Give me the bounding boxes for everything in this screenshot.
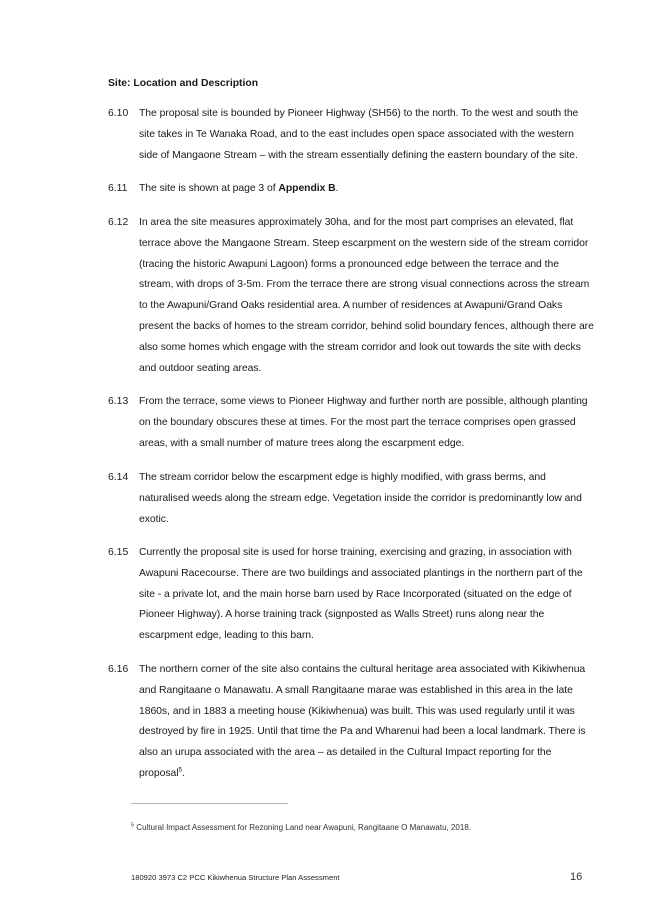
paragraph-text-part: The site is shown at page 3 of [139, 183, 279, 194]
section-heading: Site: Location and Description [108, 78, 259, 89]
footer-document-reference: 180920 3973 C2 PCC Kikiwhenua Structure Plan Assessment [131, 873, 340, 882]
paragraph-text-part: . [335, 183, 339, 194]
paragraph-text: From the terrace, some views to Pioneer Highway and further north are possible, although planting on the boundary obscures these at times. For the most part the terrace comprises open grassed areas, with a small number of mature trees along the escarpment edge. [139, 396, 588, 449]
footnote-separator [131, 803, 288, 804]
paragraph-text [139, 660, 595, 785]
paragraph-number: 6.11 [108, 183, 128, 194]
footnote [131, 822, 471, 833]
paragraph-number: 6.10 [108, 108, 129, 119]
footnote-marker: 5 [131, 822, 135, 829]
paragraph-number: 6.12 [108, 217, 129, 228]
paragraph-text: In area the site measures approximately 30ha, and for the most part comprises an elevated, flat terrace above the Mangaone Stream. Steep escarpment on the western side of the stream corridor (tracing the historic Awapuni Lagoon) forms a pronounced edge between the terrace and the stream, with drops of 3-5m. From the terrace there are strong visual connections across the stream to the Awapuni/Grand Oaks residential area. A number of residences at Awapuni/Grand Oaks present the backs of homes to the stream corridor, behind solid boundary fences, although there are also some homes which engage with the stream corridor and look out towards the site with decks and outdoor seating areas. [139, 217, 594, 374]
paragraph-number: 6.13 [108, 396, 129, 407]
paragraph-number: 6.14 [108, 472, 129, 483]
paragraph-text-part: . [182, 767, 185, 779]
footnote-reference[interactable]: 5 [178, 766, 183, 774]
footer-page-number: 16 [570, 871, 583, 883]
paragraph-text-part: The northern corner of the site also contains the cultural heritage area associated with Kikiwhenua and Rangitaane o Manawatu. A small Rangitaane marae was established in this area in the late 1860s, and in 1883 a meeting house (Kikiwhenua) was built. This was used regularly until it was destroyed by fire in 1925. Until that time the Pa and Wharenui had been a local landmark. There is also an urupa associated with the area – as detailed in the Cultural Impact reporting for the proposal [139, 664, 586, 779]
paragraph-text [139, 179, 595, 200]
paragraph-text: The stream corridor below the escarpment edge is highly modified, with grass berms, and naturalised weeds along the stream edge. Vegetation inside the corridor is predominantly low and exotic. [139, 472, 582, 525]
footnote-text: Cultural Impact Assessment for Rezoning Land near Awapuni, Rangitaane O Manawatu, 2018. [134, 823, 472, 832]
paragraph-number: 6.16 [108, 664, 129, 675]
paragraph-text: Currently the proposal site is used for horse training, exercising and grazing, in association with Awapuni Racecourse. There are two buildings and associated plantings in the northern part of the site - a private lot, and the main horse barn used by Race Incorporated (situated on the edge of Pioneer Highway). A horse training track (signposted as Walls Street) runs along near the escarpment edge, leading to this barn. [139, 547, 583, 642]
paragraph-number: 6.15 [108, 547, 129, 558]
paragraph-text: The proposal site is bounded by Pioneer Highway (SH56) to the north. To the west and south the site takes in Te Wanaka Road, and to the east includes open space associated with the western side of Mangaone Stream – with the stream essentially defining the eastern boundary of the site. [139, 108, 579, 161]
appendix-reference: Appendix B [278, 183, 336, 194]
